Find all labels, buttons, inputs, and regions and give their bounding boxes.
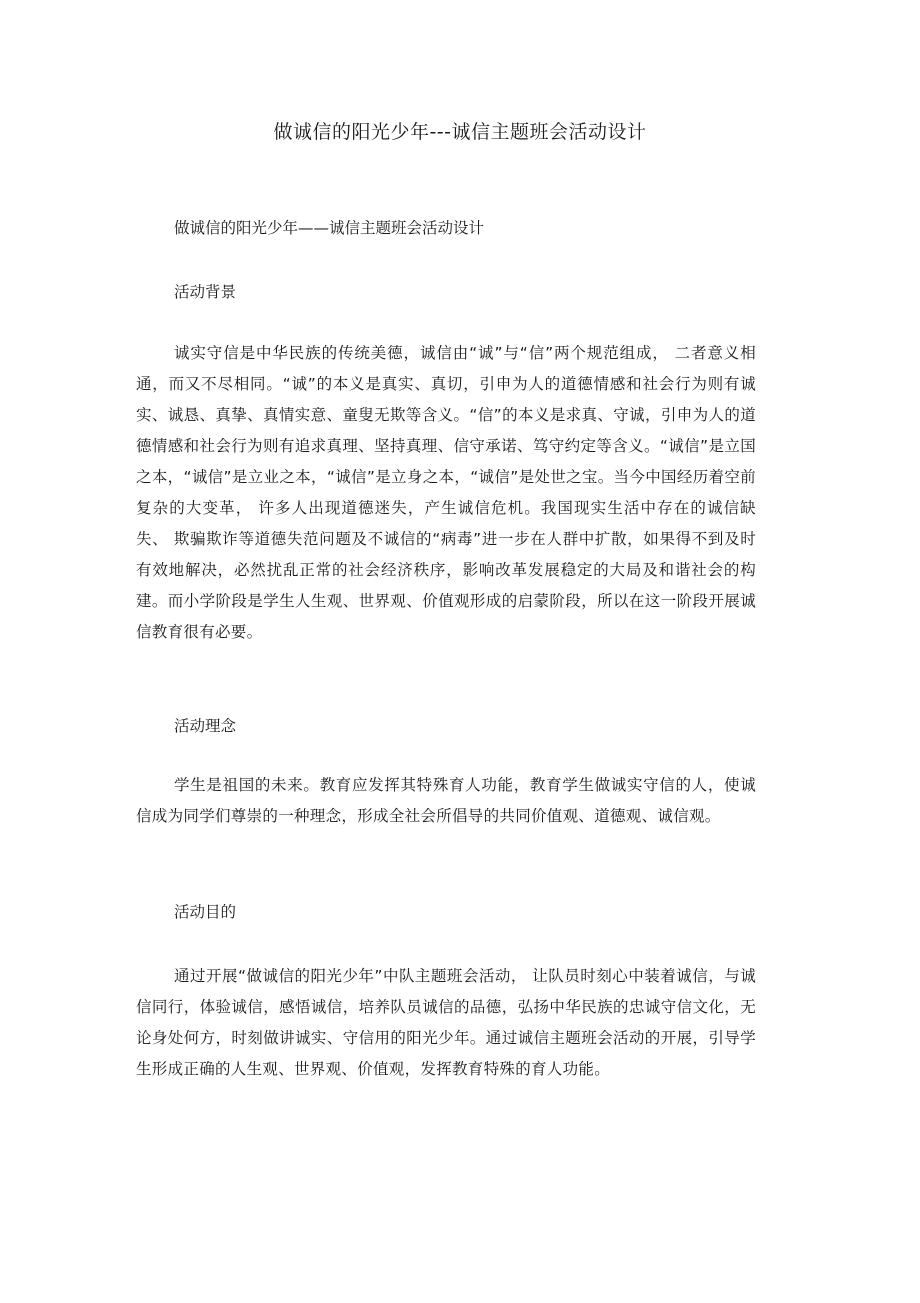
section-paragraph-concept: 学生是祖国的未来。教育应发挥其特殊育人功能，教育学生做诚实守信的人，使诚信成为同学们尊崇的一种理念，形成全社会所倡导的共同价值观、道德观、诚信观。 [136, 776, 756, 825]
section-paragraph-purpose: 通过开展“做诚信的阳光少年”中队主题班会活动， 让队员时刻心中装着诚信，与诚信同行，体验诚信，感悟诚信，培养队员诚信的品德，弘扬中华民族的忠诚守信文化，无论身处何方，时刻做讲诚实、守信用的阳光少年。通过诚信主题班会活动的开展，引导学生形成正确的人生观、世界观、价值观，发挥教育特殊的育人功能。 [136, 967, 756, 1078]
section-heading-background: 活动背景 [174, 283, 237, 301]
section-paragraph-background: 诚实守信是中华民族的传统美德，诚信由“诚”与“信”两个规范组成， 二者意义相通，而又不尽相同。“诚”的本义是真实、真切，引申为人的道德情感和社会行为则有诚实、诚恳、真挚、真情实意、童叟无欺等含义。“信”的本义是求真、守诚，引申为人的道德情感和社会行为则有追求真理、坚持真理、信守承诺、笃守约定等含义。“诚信”是立国之本，“诚信”是立业之本，“诚信”是立身之本，“诚信”是处世之宝。当今中国经历着空前复杂的大变革， 许多人出现道德迷失，产生诚信危机。我国现实生活中存在的诚信缺失、 欺骗欺诈等道德失范问题及不诚信的“病毒”进一步在人群中扩散，如果得不到及时有效地解决，必然扰乱正常的社会经济秩序，影响改革发展稳定的大局及和谐社会的构建。而小学阶段是学生人生观、世界观、价值观形成的启蒙阶段，所以在这一阶段开展诚信教育很有必要。 [136, 344, 756, 641]
document-subtitle: 做诚信的阳光少年——诚信主题班会活动设计 [174, 219, 485, 237]
section-heading-purpose: 活动目的 [174, 903, 237, 921]
page-title: 做诚信的阳光少年---诚信主题班会活动设计 [273, 121, 647, 143]
section-heading-concept: 活动理念 [174, 717, 237, 735]
